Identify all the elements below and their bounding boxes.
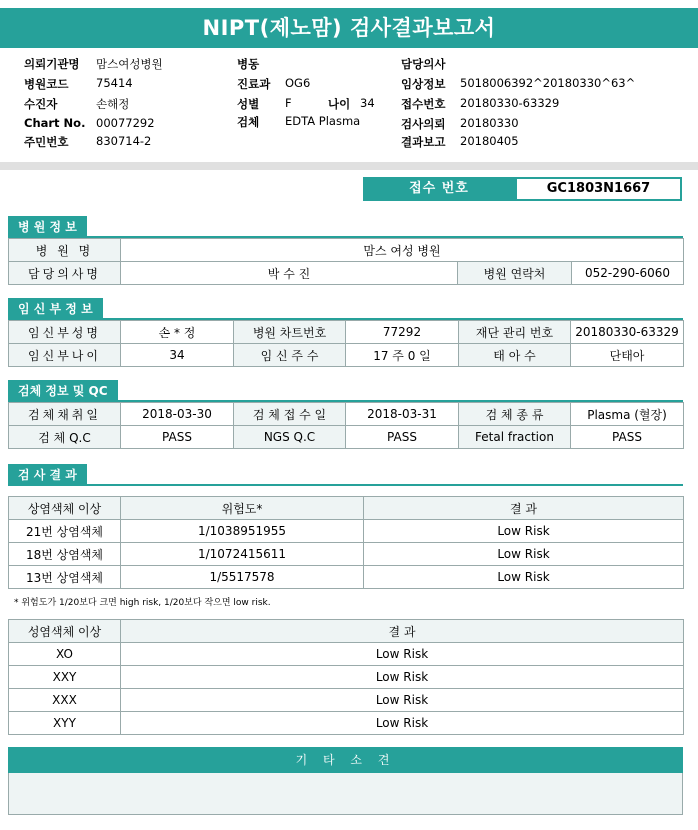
fetus-count-label: 태 아 수 — [459, 344, 571, 367]
value-department: OG6 — [285, 76, 311, 90]
result-header: 결 과 — [121, 620, 684, 643]
table-row — [9, 666, 684, 689]
chromosome-name: 13번 상염색체 — [9, 566, 121, 589]
header-divider — [0, 162, 698, 170]
label-patient: 수진자 — [24, 97, 58, 111]
label-age: 나이 — [328, 97, 351, 111]
label-department: 진료과 — [237, 77, 271, 91]
label-resident-number: 주민번호 — [24, 135, 69, 149]
foundation-number-label: 재단 관리 번호 — [459, 321, 571, 344]
sex-chromosome-header: 성염색체 이상 — [9, 620, 121, 643]
specimen-qc-value: PASS — [121, 426, 234, 449]
table-row — [9, 321, 684, 344]
value-hospital-code: 75414 — [96, 76, 133, 90]
chromosome-name: XXX — [9, 689, 121, 712]
label-sex: 성별 — [237, 97, 260, 111]
label-ward: 병동 — [237, 57, 260, 71]
fetus-count-value: 단태아 — [571, 344, 684, 367]
misc-opinion-title: 기 타 소 견 — [8, 747, 683, 773]
gestation-weeks-label: 임 신 주 수 — [234, 344, 346, 367]
section-pregnant-info: 임 신 부 정 보 — [8, 298, 103, 320]
table-row — [9, 712, 684, 735]
result-value: Low Risk — [364, 566, 684, 589]
pregnant-name-label: 임신부성명 — [9, 321, 121, 344]
autosome-header: 상염색체 이상 — [9, 497, 121, 520]
table-header-row — [9, 497, 684, 520]
specimen-info-table — [8, 402, 684, 449]
pregnant-age-value: 34 — [121, 344, 234, 367]
value-age: 34 — [360, 96, 375, 110]
hospital-info-table — [8, 238, 684, 285]
risk-value: 1/1072415611 — [121, 543, 364, 566]
result-value: Low Risk — [364, 520, 684, 543]
value-resident-number: 830714-2 — [96, 134, 152, 148]
result-value: Low Risk — [121, 643, 684, 666]
chromosome-name: 18번 상염색체 — [9, 543, 121, 566]
section-divider — [8, 484, 683, 486]
table-row — [9, 426, 684, 449]
value-clinical-info: 5018006392^20180330^63^ — [460, 76, 636, 90]
table-row — [9, 689, 684, 712]
receipt-date-label: 검 체 접 수 일 — [234, 403, 346, 426]
section-test-results: 검 사 결 과 — [8, 464, 87, 486]
result-value: Low Risk — [121, 689, 684, 712]
pregnant-age-label: 임신부나이 — [9, 344, 121, 367]
hospital-name-label: 병 원 명 — [9, 239, 121, 262]
hospital-name-value: 맘스 여성 병원 — [121, 239, 684, 262]
table-header-row — [9, 620, 684, 643]
chromosome-name: XO — [9, 643, 121, 666]
gestation-weeks-value: 17 주 0 일 — [346, 344, 459, 367]
chromosome-name: XXY — [9, 666, 121, 689]
collection-date-label: 검체채취일 — [9, 403, 121, 426]
result-value: Low Risk — [121, 712, 684, 735]
table-row — [9, 520, 684, 543]
chromosome-name: 21번 상염색체 — [9, 520, 121, 543]
report-title: NIPT(제노맘) 검사결과보고서 — [0, 8, 698, 48]
label-requesting-institution: 의뢰기관명 — [24, 57, 80, 71]
risk-value: 1/1038951955 — [121, 520, 364, 543]
label-chart-no: Chart No. — [24, 116, 86, 130]
contact-value: 052-290-6060 — [572, 262, 684, 285]
pregnant-name-value: 손 * 정 — [121, 321, 234, 344]
risk-footnote: * 위험도가 1/20보다 크면 high risk, 1/20보다 작으면 low risk. — [14, 598, 271, 608]
label-attending-doctor: 담당의사 — [401, 57, 446, 71]
label-receipt-number: 접수번호 — [401, 97, 446, 111]
value-chart-no: 00077292 — [96, 116, 155, 130]
label-hospital-code: 병원코드 — [24, 77, 69, 91]
foundation-number-value: 20180330-63329 — [571, 321, 684, 344]
section-hospital-info: 병 원 정 보 — [8, 216, 87, 238]
receipt-number-label: 접수 번호 — [363, 177, 515, 201]
label-clinical-info: 임상정보 — [401, 77, 446, 91]
fetal-fraction-label: Fetal fraction — [459, 426, 571, 449]
result-value: Low Risk — [121, 666, 684, 689]
chart-number-label: 병원 차트번호 — [234, 321, 346, 344]
value-result-report: 20180405 — [460, 134, 519, 148]
risk-header: 위험도* — [121, 497, 364, 520]
result-value: Low Risk — [364, 543, 684, 566]
result-header: 결 과 — [364, 497, 684, 520]
collection-date-value: 2018-03-30 — [121, 403, 234, 426]
value-patient: 손해정 — [96, 97, 130, 111]
table-row — [9, 403, 684, 426]
label-test-request: 검사의뢰 — [401, 117, 446, 131]
receipt-date-value: 2018-03-31 — [346, 403, 459, 426]
table-row — [9, 543, 684, 566]
contact-label: 병원 연락처 — [458, 262, 572, 285]
value-sex: F — [285, 96, 292, 110]
specimen-qc-label: 검 체 Q.C — [9, 426, 121, 449]
table-row — [9, 239, 684, 262]
patient-info-header — [0, 50, 698, 162]
value-requesting-institution: 맘스여성병원 — [96, 57, 163, 71]
table-row — [9, 262, 684, 285]
chart-number-value: 77292 — [346, 321, 459, 344]
label-specimen: 검체 — [237, 115, 260, 129]
ngs-qc-value: PASS — [346, 426, 459, 449]
table-row — [9, 643, 684, 666]
doctor-label: 담당의사명 — [9, 262, 121, 285]
fetal-fraction-value: PASS — [571, 426, 684, 449]
chromosome-name: XYY — [9, 712, 121, 735]
value-test-request: 20180330 — [460, 116, 519, 130]
section-specimen-info: 검체 정보 및 QC — [8, 380, 118, 402]
autosome-results-table — [8, 496, 684, 589]
label-result-report: 결과보고 — [401, 135, 446, 149]
doctor-value: 박 수 진 — [121, 262, 458, 285]
table-row — [9, 344, 684, 367]
table-row — [9, 566, 684, 589]
value-receipt-number: 20180330-63329 — [460, 96, 560, 110]
ngs-qc-label: NGS Q.C — [234, 426, 346, 449]
sex-chromosome-table — [8, 619, 684, 735]
specimen-type-value: Plasma (혈장) — [571, 403, 684, 426]
specimen-type-label: 검 체 종 류 — [459, 403, 571, 426]
receipt-number-value: GC1803N1667 — [515, 177, 682, 201]
risk-value: 1/5517578 — [121, 566, 364, 589]
pregnant-info-table — [8, 320, 684, 367]
value-specimen: EDTA Plasma — [285, 114, 361, 128]
